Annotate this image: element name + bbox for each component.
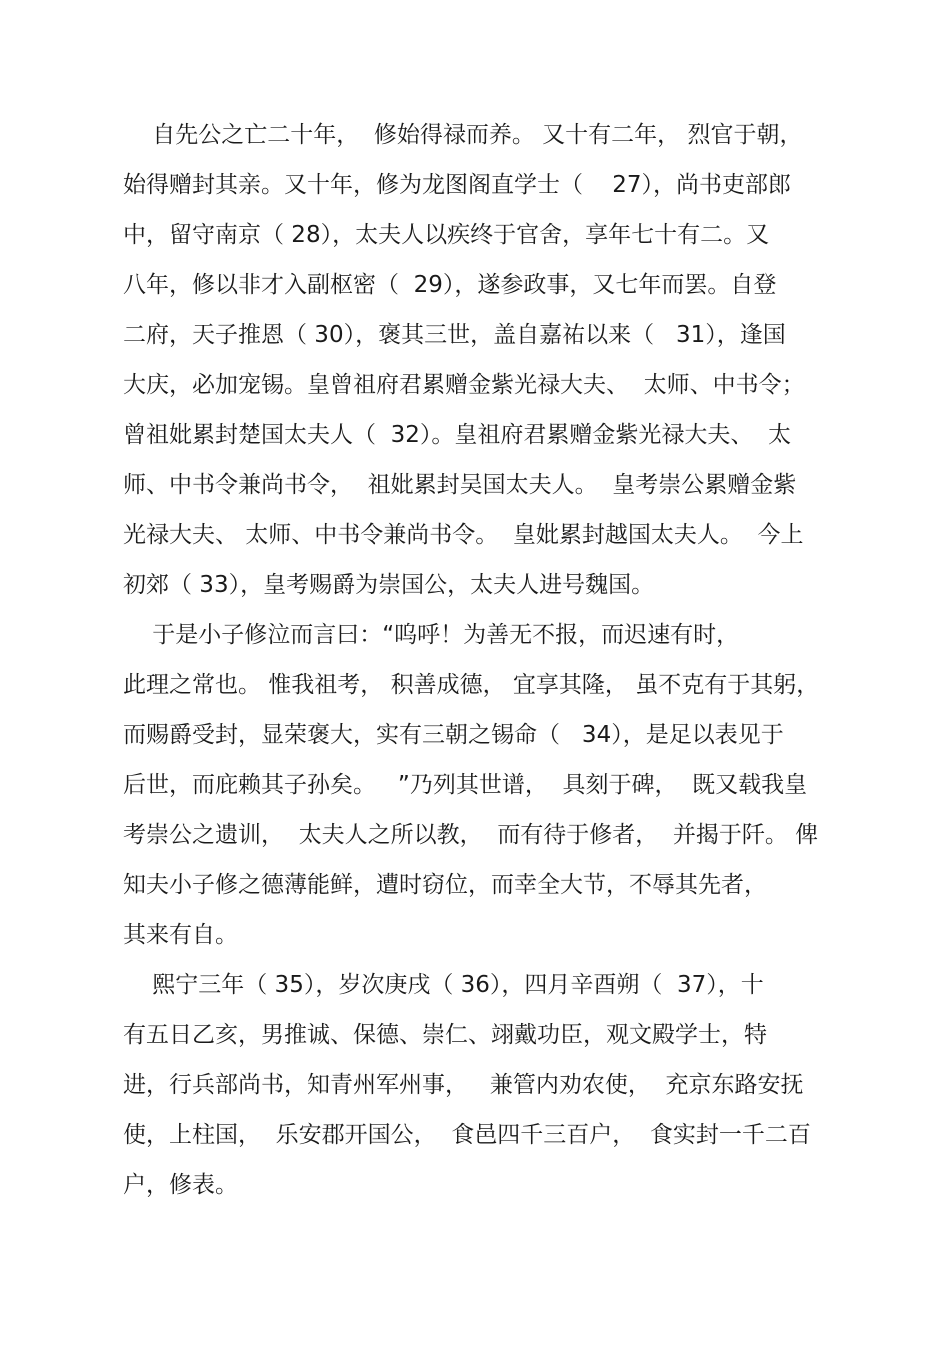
text-line: 中，留守南京（ 28），太夫人以疾终于官舍，享年七十有二。又 <box>123 222 770 248</box>
text-line: 光禄大夫、 太师、中书令兼尚书令。 皇妣累封越国太夫人。 今上 <box>123 522 804 548</box>
text-line: 考崇公之遗训， 太夫人之所以教， 而有待于修者， 并揭于阡。 俾 <box>123 822 819 848</box>
text-line: 其来有自。 <box>123 922 238 948</box>
text-line: 初郊（ 33），皇考赐爵为崇国公，太夫人进号魏国。 <box>123 572 655 598</box>
text-line: 此理之常也。 惟我祖考， 积善成德， 宜享其隆， 虽不克有于其躬， <box>123 672 820 698</box>
text-line: 后世，而庇赖其子孙矣。 ”乃列其世谱， 具刻于碑， 既又载我皇 <box>123 772 808 798</box>
text-line: 自先公之亡二十年， 修始得禄而养。 又十有二年， 烈官于朝， <box>123 122 803 148</box>
text-line: 进，行兵部尚书，知青州军州事， 兼管内劝农使， 充京东路安抚 <box>123 1072 804 1098</box>
text-line: 八年，修以非才入副枢密（ 29），遂参政事，又七年而罢。自登 <box>123 272 777 298</box>
text-line: 师、中书令兼尚书令， 祖妣累封吴国太夫人。 皇考崇公累赠金紫 <box>123 472 797 498</box>
text-line: 熙宁三年（ 35），岁次庚戌（ 36），四月辛酉朔（ 37），十 <box>123 972 764 998</box>
text-line: 使，上柱国， 乐安郡开国公， 食邑四千三百户， 食实封一千二百 <box>123 1122 811 1148</box>
text-line: 知夫小子修之德薄能鲜，遭时窃位，而幸全大节，不辱其先者， <box>123 872 767 898</box>
text-line: 户，修表。 <box>123 1172 238 1198</box>
text-line: 始得赠封其亲。又十年，修为龙图阁直学士（ 27），尚书吏部郎 <box>123 172 792 198</box>
text-line: 而赐爵受封，显荣褒大，实有三朝之锡命（ 34），是足以表见于 <box>123 722 784 748</box>
text-line: 大庆，必加宠锡。皇曾祖府君累赠金紫光禄大夫、 太师、中书令； <box>123 372 805 398</box>
text-line: 于是小子修泣而言曰：“呜呼！为善无不报，而迟速有时， <box>123 622 740 648</box>
text-line: 二府，天子推恩（ 30），褒其三世，盖自嘉祐以来（ 31），逢国 <box>123 322 786 348</box>
text-line: 曾祖妣累封楚国太夫人（ 32）。皇祖府君累赠金紫光禄大夫、 太 <box>123 422 792 448</box>
text-line: 有五日乙亥，男推诚、保德、崇仁、翊戴功臣，观文殿学士，特 <box>123 1022 767 1048</box>
